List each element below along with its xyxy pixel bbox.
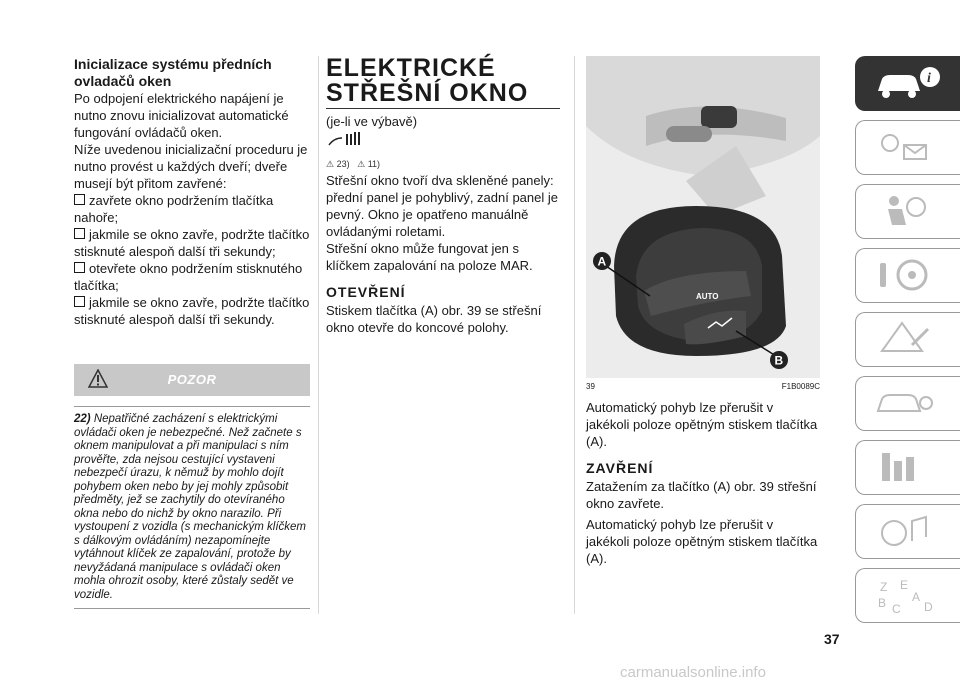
- warning-number: 22): [74, 413, 91, 425]
- step-item: jakmile se okno zavře, podržte tlačítko stisknuté alespoň další tři sekundy;: [74, 227, 310, 259]
- column-divider: [318, 56, 319, 614]
- tab-car-info[interactable]: [855, 56, 960, 111]
- sunroof-symbol-icon: [326, 130, 560, 155]
- step-item: otevřete okno podržením stisknutého tlačítka;: [74, 261, 303, 293]
- tab-airbag[interactable]: [855, 184, 960, 239]
- checkbox-bullet-icon: [74, 194, 85, 205]
- checkbox-bullet-icon: [74, 262, 85, 273]
- page-number: 37: [824, 631, 840, 647]
- svg-text:i: i: [927, 71, 931, 86]
- section-title-line1: ELEKTRICKÉ: [326, 54, 496, 82]
- svg-text:D: D: [924, 600, 933, 614]
- tab-emergency[interactable]: [855, 312, 960, 367]
- tech-data-icon: [872, 447, 942, 487]
- svg-text:C: C: [892, 602, 901, 615]
- figure-code: F1B0089C: [781, 382, 820, 391]
- watermark: carmanualsonline.info: [620, 664, 766, 681]
- callout-b: B: [774, 353, 784, 368]
- figure-caption: [586, 382, 820, 391]
- section-title-line2: STŘEŠNÍ OKNO: [326, 79, 529, 107]
- multimedia-icon: [872, 511, 942, 551]
- checkbox-bullet-icon: [74, 228, 85, 239]
- column-1: [74, 56, 310, 609]
- column-3: [586, 56, 820, 567]
- info-ref-icon: ⚠: [357, 159, 366, 169]
- close-heading: ZAVŘENÍ: [586, 460, 654, 476]
- section-heading: Inicializace systému předních ovladačů oken: [74, 56, 272, 89]
- open-heading: OTEVŘENÍ: [326, 284, 406, 300]
- warning-header: [74, 364, 310, 396]
- airbag-icon: [872, 191, 942, 231]
- svg-text:AUTO: AUTO: [696, 292, 719, 301]
- tab-technical-data[interactable]: [855, 440, 960, 495]
- tab-maintenance[interactable]: [855, 376, 960, 431]
- callout-a: A: [597, 254, 607, 269]
- tab-index[interactable]: [855, 568, 960, 623]
- tab-driving[interactable]: [855, 248, 960, 303]
- tab-warning-lights[interactable]: [855, 120, 960, 175]
- notes-references: ⚠ 23) ⚠ 11): [326, 159, 381, 169]
- checkbox-bullet-icon: [74, 296, 85, 307]
- warning-text: Nepatřičné zacházení s elektrickými ovládači oken je nebezpečné. Než začnete s oknem manipulovat a při manipulaci s ním prověřte, zda nejsou cestující vystaveni nebezpečí úrazu, k němuž by mohlo dojít pohybem oken nebo by jej mohly způsobit předměty, jež se zachytily do otevíraného okna nebo do nichž by okno narazilo. Při vystoupení z vozidla (s mechanickým klíčkem s dálkovým ovládáním) nezapomínejte vytáhnout klíček ze zapalování, protože by nevyžádaná manipulace s ovládači oken mohla ohrozit osoby, které zůstaly sedět ve vozidle.: [74, 413, 306, 601]
- warning-lights-icon: [872, 127, 942, 167]
- svg-text:Z: Z: [880, 580, 888, 594]
- description-text: Střešní okno tvoří dva skleněné panely: přední panel je pohyblivý, zadní panel je pevný. Okno je opatřeno manuálně ovládanými roletami.: [326, 173, 558, 239]
- column-divider: [574, 56, 575, 614]
- open-text: Stiskem tlačítka (A) obr. 39 se střešní okno otevře do koncové polohy.: [326, 303, 542, 335]
- ignition-text: Střešní okno může fungovat jen s klíčkem zapalování na poloze MAR.: [326, 241, 533, 273]
- index-icon: [872, 575, 942, 615]
- warning-body: [74, 406, 310, 609]
- title-rule: [326, 108, 560, 109]
- road-emergency-icon: [872, 319, 942, 359]
- figure-number: 39: [586, 382, 595, 391]
- interrupt-text: Automatický pohyb lze přerušit v jakékoli poloze opětným stiskem tlačítka (A).: [586, 400, 818, 449]
- step-item: jakmile se okno zavře, podržte tlačítko stisknuté alespoň další tři sekundy.: [74, 295, 310, 327]
- car-info-icon: [872, 63, 942, 103]
- svg-text:A: A: [912, 590, 921, 604]
- warning-ref-icon: ⚠: [326, 159, 335, 169]
- svg-text:E: E: [900, 578, 909, 592]
- procedure-text: Níže uvedenou inicializační proceduru je nutno provést u každých dveří; dveře musejí být přitom zavřené:: [74, 142, 308, 191]
- driving-icon: [872, 255, 942, 295]
- sunroof-control-photo: [586, 56, 820, 378]
- tab-multimedia[interactable]: [855, 504, 960, 559]
- subtitle: (je-li ve výbavě): [326, 114, 418, 129]
- car-maintenance-icon: [872, 383, 942, 423]
- svg-text:B: B: [878, 596, 887, 610]
- column-2: [326, 56, 560, 336]
- step-item: zavřete okno podržením tlačítka nahoře;: [74, 193, 274, 225]
- close-text: Zatažením za tlačítko (A) obr. 39 střešní okno zavřete.: [586, 479, 817, 511]
- intro-text: Po odpojení elektrického napájení je nutno znovu inicializovat automatické fungování ovládačů oken.: [74, 91, 289, 140]
- warning-title: POZOR: [167, 372, 217, 387]
- interrupt-text-2: Automatický pohyb lze přerušit v jakékoli poloze opětným stiskem tlačítka (A).: [586, 517, 818, 566]
